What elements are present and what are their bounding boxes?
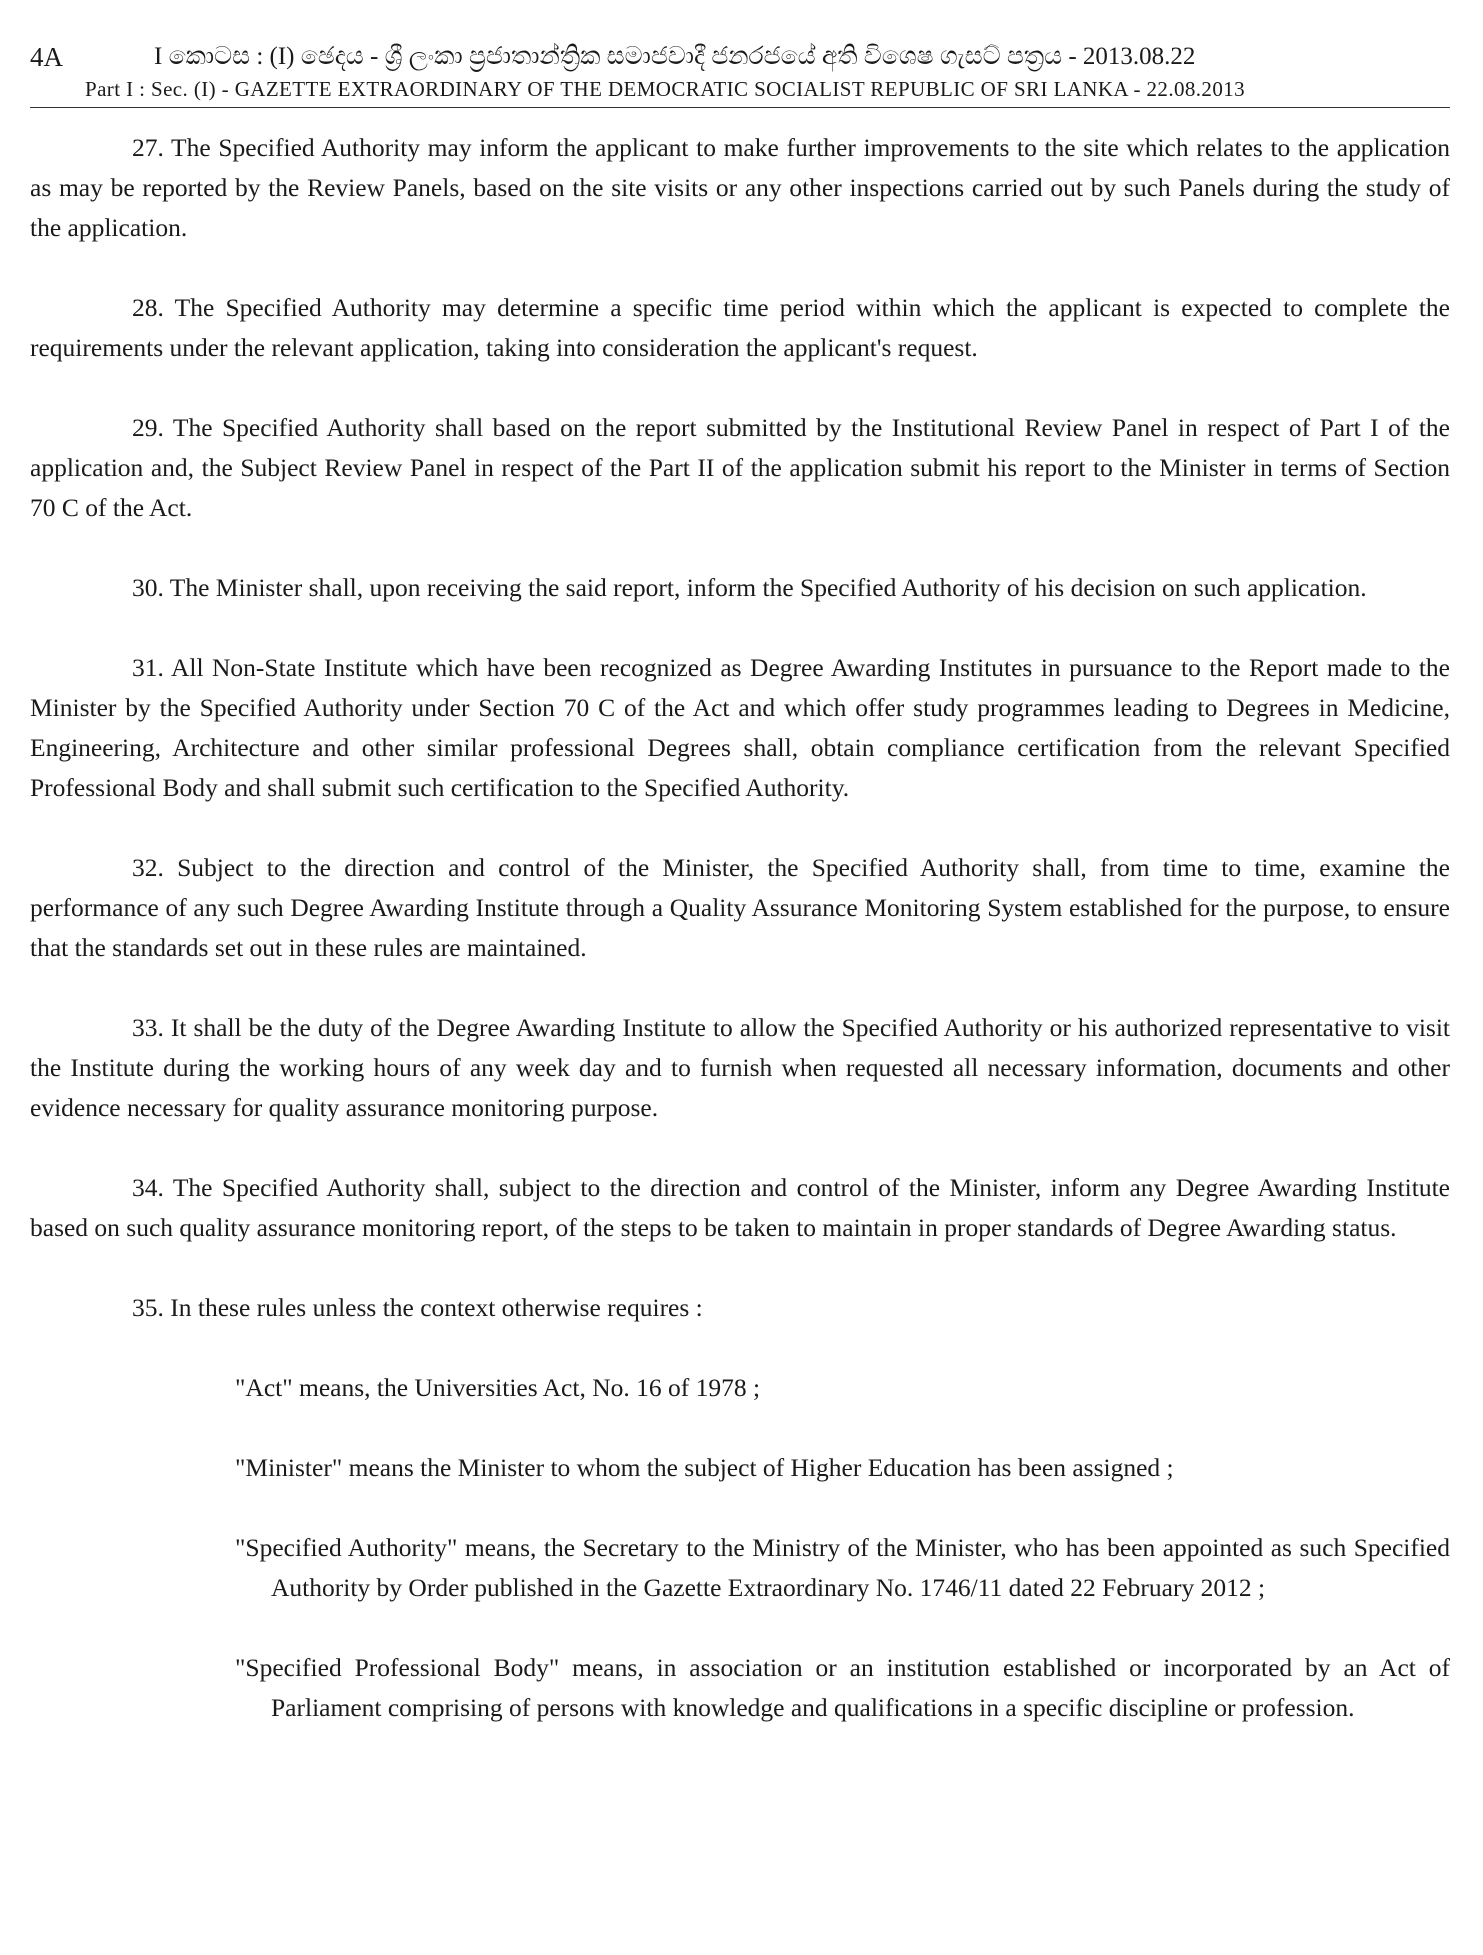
header-english-title: Part I : Sec. (I) - GAZETTE EXTRAORDINARY OF THE DEMOCRATIC SOCIALIST REPUBLIC OF SRI LANKA - 22.08.2013 — [85, 77, 1246, 101]
definition-act: "Act" means, the Universities Act, No. 16 of 1978 ; — [235, 1373, 761, 1402]
rule-paragraph-34: 34. The Specified Authority shall, subject to the direction and control of the Minister, inform any Degree Awarding Institute based on such quality assurance monitoring report, of the steps to be taken to maintain in proper standards of Degree Awarding status. — [30, 1173, 1450, 1242]
document-body — [30, 128, 1450, 1768]
header-divider — [30, 107, 1450, 108]
rule-paragraph-28: 28. The Specified Authority may determine a specific time period within which the applicant is expected to complete the requirements under the relevant application, taking into consideration the applicant's request. — [30, 293, 1450, 362]
rule-paragraph-29: 29. The Specified Authority shall based on the report submitted by the Institutional Review Panel in respect of Part I of the application and, the Subject Review Panel in respect of the Part II of the application submit his report to the Minister in terms of Section 70 C of the Act. — [30, 413, 1450, 522]
definition-specified-professional-body: "Specified Professional Body" means, in association or an institution established or incorporated by an Act of Parliament comprising of persons with knowledge and qualifications in a specific discipline or profession. — [235, 1653, 1450, 1722]
definition-minister: "Minister" means the Minister to whom the subject of Higher Education has been assigned ; — [235, 1453, 1174, 1482]
page-number: 4A — [30, 42, 63, 72]
rule-paragraph-32: 32. Subject to the direction and control of the Minister, the Specified Authority shall, from time to time, examine the performance of any such Degree Awarding Institute through a Quality Assurance Monitoring System established for the purpose, to ensure that the standards set out in these rules are maintained. — [30, 853, 1450, 962]
rule-paragraph-33: 33. It shall be the duty of the Degree Awarding Institute to allow the Specified Authority or his authorized representative to visit the Institute during the working hours of any week day and to furnish when requested all necessary information, documents and other evidence necessary for quality assurance monitoring purpose. — [30, 1013, 1450, 1122]
rule-paragraph-35: 35. In these rules unless the context otherwise requires : — [132, 1293, 703, 1322]
page-header — [30, 0, 1450, 110]
gazette-page — [30, 0, 1450, 1722]
rule-paragraph-30: 30. The Minister shall, upon receiving the said report, inform the Specified Authority of his decision on such application. — [132, 573, 1367, 602]
rule-paragraph-31: 31. All Non-State Institute which have been recognized as Degree Awarding Institutes in pursuance to the Report made to the Minister by the Specified Authority under Section 70 C of the Act and which offer study programmes leading to Degrees in Medicine, Engineering, Architecture and other similar professional Degrees shall, obtain compliance certification from the relevant Specified Professional Body and shall submit such certification to the Specified Authority. — [30, 653, 1450, 802]
header-sinhala-title: I කොටස : (I) ඡෙදය - ශ්‍රී ලංකා ප්‍රජාතාන්ත්‍රික සමාජවාදී ජනරජයේ අති විශෙෂ ගැසට් පත්‍රය - 2013.08.22 — [154, 43, 1196, 70]
definition-specified-authority: "Specified Authority" means, the Secretary to the Ministry of the Minister, who has been appointed as such Specified Authority by Order published in the Gazette Extraordinary No. 1746/11 dated 22 February 2012 ; — [235, 1533, 1450, 1602]
rule-paragraph-27: 27. The Specified Authority may inform the applicant to make further improvements to the site which relates to the application as may be reported by the Review Panels, based on the site visits or any other inspections carried out by such Panels during the study of the application. — [30, 133, 1450, 242]
